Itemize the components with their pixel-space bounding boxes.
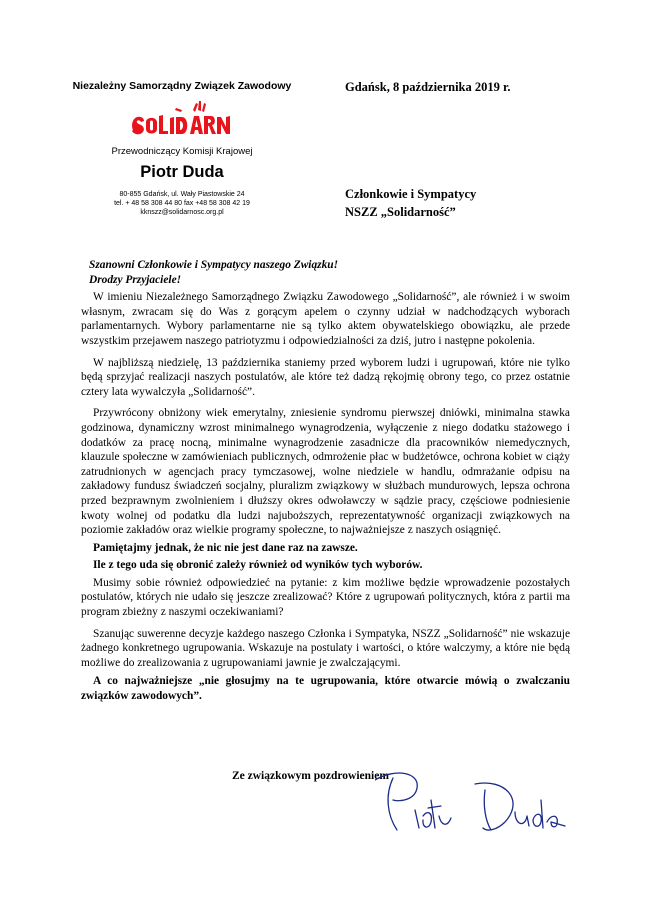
- recipient-line-1: Członkowie i Sympatycy: [345, 187, 477, 201]
- position-title: Przewodniczący Komisji Krajowej: [111, 146, 253, 157]
- org-name: Niezależny Samorządny Związek Zawodowy: [72, 80, 292, 92]
- greeting-line-2: Drodzy Przyjaciele!: [89, 273, 182, 286]
- greeting-line-1: Szanowni Członkowie i Sympatycy naszego Związku!: [89, 259, 339, 271]
- phone-fax-line: tel. + 48 58 308 44 80 fax +48 58 308 42 19: [114, 200, 250, 207]
- date-line: Gdańsk, 8 października 2019 r.: [345, 80, 511, 94]
- paragraph-2: W najbliższą niedzielę, 13 października staniemy przed wyborem ludzi i ugrupowań, które nie tylko będą sprzyjać realizacji naszych postulatów, ale które też dadzą rękojmię obrony tego, co przez ostatnie cztery lata wywalczyła „Solidarność”.: [81, 356, 570, 398]
- solidarnosc-logo: [127, 100, 237, 140]
- recipient-line-2: NSZZ „Solidarność”: [345, 205, 456, 219]
- closing-line: Ze związkowym pozdrowieniem: [232, 770, 389, 782]
- letterhead: [62, 80, 302, 217]
- paragraph-1: W imieniu Niezależnego Samorządnego Związku Zawodowego „Solidarność”, ale również i w swoim własnym, zwracam się do Was z gorącym apelem o czynny udział w nadchodzących wyborach parlamentarnych. Wybory parlamentarne nie są tylko aktem obywatelskiego obowiązku, ale przede wszystkim przejawem naszego patriotyzmu i odpowiedzialności za dziś, jutro i następne pokolenia.: [81, 291, 570, 347]
- contact-block: [62, 190, 302, 217]
- person-name: Piotr Duda: [140, 163, 224, 181]
- bold-statement-2: Ile z tego uda się obronić zależy również od wyników tych wyborów.: [93, 559, 423, 572]
- emphasis-paragraph: A co najważniejsze „nie głosujmy na te ugrupowania, które otwarcie mówią o zwalczaniu związków zawodowych”.: [81, 675, 570, 703]
- letter-body: [81, 258, 570, 704]
- recipient-block: [345, 185, 476, 221]
- paragraph-3: Przywrócony obniżony wiek emerytalny, zniesienie syndromu pierwszej dniówki, minimalna stawka godzinowa, dynamiczny wzrost minimalnego wynagrodzenia, wyłączenie z niego dodatku stażowego i dodatków za pracę nocną, minimalne wynagrodzenie zasadnicze dla pracowników niemedycznych, klauzule społeczne w zamówieniach publicznych, odmrożenie płac w budżetówce, ochrona kobiet w ciąży zatrudnionych w agencjach pracy tymczasowej, wolne niedziele w handlu, odmrażanie odpisu na zakładowy fundusz świadczeń socjalny, pluralizm związkowy w służbach mundurowych, lepsza ochrona przed bezprawnym zwolnieniem i dłuższy okres odwoławczy w sądzie pracy, częściowe podniesienie kwoty wolnej od podatku dla ludzi najuboższych, reprezentatywność organizacji związkowych na poziomie zakładów oraz wielkie programy społeczne, to najważniejsze z naszych osiągnięć.: [81, 407, 570, 537]
- paragraph-4: Musimy sobie również odpowiedzieć na pytanie: z kim możliwe będzie wprowadzenie pozostałych postulatów, których nie udało się jeszcze zrealizować? Które z ugrupowań politycznych, która z partii ma program zbieżny z naszymi oczekiwaniami?: [81, 576, 570, 619]
- handwritten-signature: [375, 770, 575, 840]
- bold-statement-1: Pamiętajmy jednak, że nic nie jest dane raz na zawsze.: [93, 541, 358, 554]
- address-line: 80-855 Gdańsk, ul. Wały Piastowskie 24: [119, 191, 245, 198]
- paragraph-5: Szanując suwerenne decyzje każdego naszego Członka i Sympatyka, NSZZ „Solidarność” nie wskazuje żadnego konkretnego ugrupowania. Wskazuje na postulaty i wartości, o które walczymy, a które nie będą możliwe do zrealizowania z ugrupowaniami jawnie je zwalczającymi.: [81, 627, 570, 669]
- email-line: kknszz@solidarnosc.org.pl: [140, 209, 224, 216]
